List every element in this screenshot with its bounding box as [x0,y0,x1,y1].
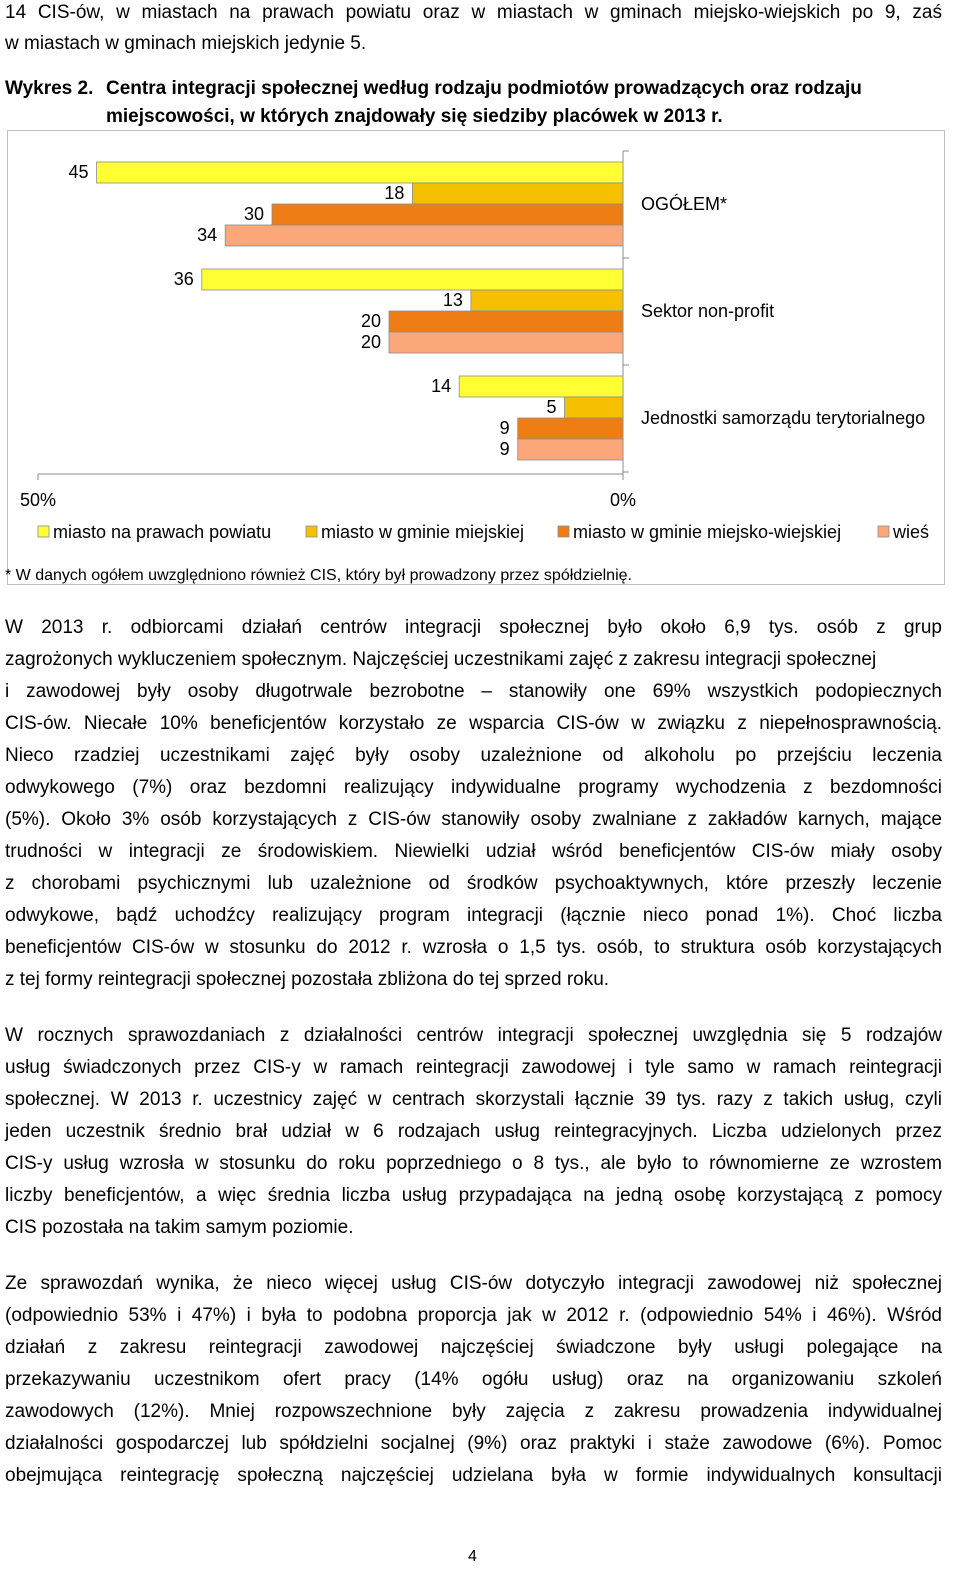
paragraph-line: działalności gospodarczej lub spółdzielni socjalnej (9%) oraz praktyki i staże zawodowe (6%). Pomoc [5,1433,942,1454]
paragraph-line: W 2013 r. odbiorcami działań centrów integracji społecznej było około 6,9 tys. osób z grup [5,617,942,638]
bar [389,332,623,353]
bar [412,183,623,204]
paragraph-line: odwykowe, bądź uchodźcy realizujący program integracji (łącznie nieco ponad 1%). Choć liczba [5,905,942,926]
bar-value-label: 45 [68,162,89,182]
paragraph-line: obejmująca reintegrację społeczną najczęściej udzielana była w formie indywidualnych konsultacji [5,1465,942,1486]
bar-value-label: 36 [173,269,194,289]
bar [272,204,623,225]
figure-title-line: Centra integracji społecznej według rodzaju podmiotów prowadzących oraz rodzaju [106,78,862,99]
bar-chart [8,131,944,584]
bar-value-label: 14 [431,376,452,396]
bar [518,418,623,439]
intro-line: w miastach w gminach miejskich jedynie 5. [5,33,367,54]
bar [565,397,624,418]
paragraph-line: działań z zakresu reintegracji zawodowej najczęściej świadczone były usługi polegające na [5,1337,942,1358]
paragraph-line: liczby beneficjentów, a więc średnia liczba usług przypadająca na jedną osobę korzystającą z pomocy [5,1185,942,1206]
bar [389,311,623,332]
bar [459,376,623,397]
paragraph-line: beneficjentów CIS-ów w stosunku do 2012 r. wzrosła o 1,5 tys. osób, to struktura osób korzystających [5,937,942,958]
legend-label: miasto w gminie miejsko-wiejskiej [573,522,842,542]
legend-label: wieś [893,522,930,542]
figure-label: Wykres 2. [5,78,94,99]
category-label: Jednostki samorządu terytorialnego [641,408,926,428]
paragraph-line: CIS pozostała na takim samym poziomie. [5,1217,354,1238]
x-tick-label: 50% [19,490,57,510]
bar [225,225,623,246]
paragraph-line: zawodowych (12%). Mniej rozpowszechnione były zajęcia z zakresu prowadzenia indywidualnej [5,1401,942,1422]
paragraph-line: CIS-y usług wzrosła w stosunku do roku poprzedniego o 8 tys., ale było to równomierne ze wzrostem [5,1153,942,1174]
chart-footnote: * W danych ogółem uwzględniono również CIS, który był prowadzony przez spółdzielnię. [5,567,632,584]
paragraph-line: i zawodowej były osoby długotrwale bezrobotne – stanowiły one 69% wszystkich podopiecznych [5,681,942,702]
paragraph-line: CIS-ów. Niecałe 10% beneficjentów korzystało ze wsparcia CIS-ów w związku z niepełnosprawnością. [5,713,942,734]
legend-swatch [306,526,317,537]
bar-value-label: 9 [499,418,510,438]
bar-value-label: 20 [360,311,381,331]
legend-swatch [38,526,49,537]
paragraph-line: usług świadczonych przez CIS-y w ramach reintegracji zawodowej i tyle samo w ramach reintegracji [5,1057,942,1078]
paragraph-line: jeden uczestnik średnio brał udział w 6 rodzajach usług reintegracyjnych. Liczba udzielonych przez [5,1121,942,1142]
paragraph-line: społecznej. W 2013 r. uczestnicy zajęć w centrach skorzystali łącznie 39 tys. razy z takich usług, czyli [5,1089,942,1110]
paragraph-line: Ze sprawozdań wynika, że nieco więcej usług CIS-ów dotyczyło integracji zawodowej niż społecznej [5,1273,942,1294]
intro-line: 14 CIS-ów, w miastach na prawach powiatu oraz w miastach w gminach miejsko-wiejskich po 9, zaś [5,2,942,23]
x-tick-label: 0% [609,490,637,510]
category-label: OGÓŁEM* [641,194,728,214]
page-number: 4 [468,1548,477,1565]
paragraph-line: zagrożonych wykluczeniem społecznym. Najczęściej uczestnikami zajęć z zakresu integracji społecznej [5,649,877,670]
paragraph-line: z chorobami psychicznymi lub uzależnione od środków psychoaktywnych, które przeszły leczenie [5,873,942,894]
bar-value-label: 5 [546,397,557,417]
paragraph-line: (odpowiednio 53% i 47%) i była to podobna proporcja jak w 2012 r. (odpowiednio 54% i 46%). Wśród [5,1305,942,1326]
legend-swatch [878,526,889,537]
chart-frame [7,130,945,585]
bar-value-label: 9 [499,439,510,459]
bar [471,290,623,311]
paragraph-line: W rocznych sprawozdaniach z działalności centrów integracji społecznej uwzględnia się 5 rodzajów [5,1025,942,1046]
bar-value-label: 34 [197,225,218,245]
paragraph-line: trudności w integracji ze środowiskiem. Niewielki udział wśród beneficjentów CIS-ów miały osoby [5,841,942,862]
paragraph-line: przekazywaniu uczestnikom ofert pracy (14% ogółu usług) oraz na organizowaniu szkoleń [5,1369,942,1390]
legend-label: miasto na prawach powiatu [53,522,272,542]
category-label: Sektor non-profit [641,301,775,321]
paragraph-line: (5%). Około 3% osób korzystających z CIS-ów stanowiły osoby zwalniane z zakładów karnych, mające [5,809,942,830]
figure-title-line: miejscowości, w których znajdowały się siedziby placówek w 2013 r. [106,106,723,127]
legend-swatch [558,526,569,537]
bar-value-label: 30 [243,204,264,224]
bar [518,439,623,460]
bar [202,269,623,290]
bar-value-label: 18 [384,183,405,203]
bar-value-label: 20 [360,332,381,352]
legend-label: miasto w gminie miejskiej [321,522,525,542]
paragraph-line: z tej formy reintegracji społecznej pozostała zbliżona do tej sprzed roku. [5,969,610,990]
paragraph-line: odwykowego (7%) oraz bezdomni realizujący indywidualne programy wychodzenia z bezdomności [5,777,942,798]
bar-value-label: 13 [442,290,463,310]
paragraph-line: Nieco rzadziej uczestnikami zajęć były osoby uzależnione od alkoholu po przejściu leczenia [5,745,942,766]
bar [97,162,624,183]
